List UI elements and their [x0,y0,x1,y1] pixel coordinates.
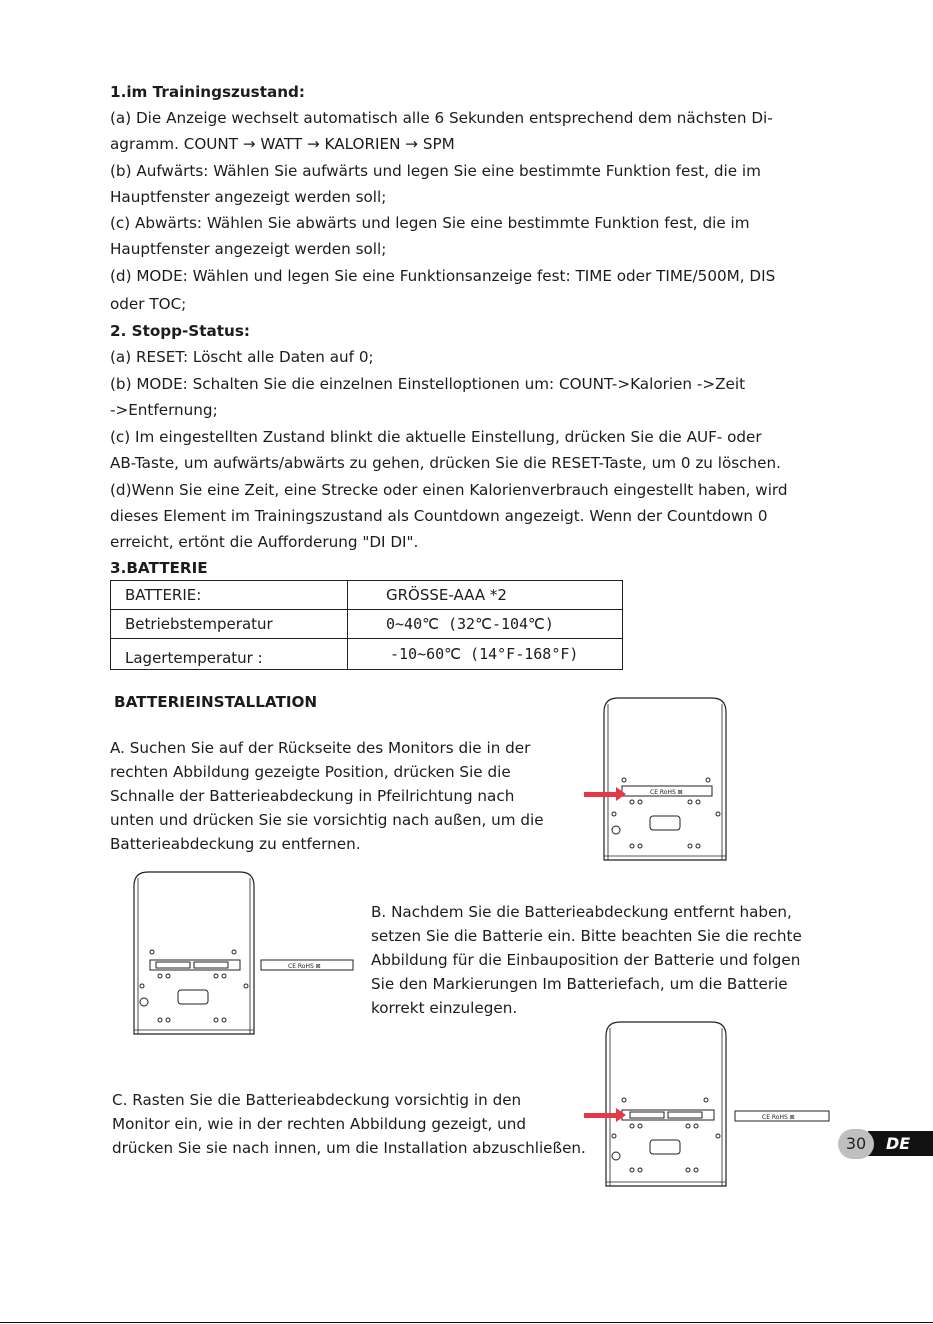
table-row [111,639,623,670]
paragraph-line: (b) MODE: Schalten Sie die einzelnen Einstelloptionen um: COUNT->Kalorien ->Zeit [110,375,746,393]
pointer-arrow-icon [584,1113,618,1118]
page-number: 30 [838,1129,874,1159]
paragraph-line: unten und drücken Sie sie vorsichtig nach außen, um die [110,811,544,829]
svg-text:CE RoHS ⊠: CE RoHS ⊠ [762,1114,795,1121]
section-heading-training: 1.im Trainingszustand: [110,83,305,101]
svg-text:CE RoHS ⊠: CE RoHS ⊠ [650,789,683,796]
paragraph-line: (d) MODE: Wählen und legen Sie eine Funktionsanzeige fest: TIME oder TIME/500M, DIS [110,267,776,285]
paragraph-line: (b) Aufwärts: Wählen Sie aufwärts und legen Sie eine bestimmte Funktion fest, die im [110,162,761,180]
bottom-rule [0,1322,933,1323]
battery-cover-icon [260,958,356,972]
battery-cover-icon [734,1109,832,1123]
paragraph-line: ->Entfernung; [110,401,218,419]
paragraph-line: Batterieabdeckung zu entfernen. [110,835,361,853]
paragraph-line: drücken Sie sie nach innen, um die Installation abzuschließen. [112,1139,586,1157]
paragraph-line: oder TOC; [110,295,187,313]
table-cell-value: -10~60℃ (14°F-168°F) [348,639,623,670]
monitor-back-figure-c [602,1020,730,1188]
battery-spec-table [110,580,623,670]
paragraph-line: C. Rasten Sie die Batterieabdeckung vorsichtig in den [112,1091,522,1109]
paragraph-line: Abbildung für die Einbauposition der Batterie und folgen [371,951,801,969]
paragraph-line: erreicht, ertönt die Aufforderung "DI DI". [110,533,419,551]
paragraph-line: B. Nachdem Sie die Batterieabdeckung entfernt haben, [371,903,792,921]
language-label: DE [868,1131,933,1156]
paragraph-line: (a) Die Anzeige wechselt automatisch alle 6 Sekunden entsprechend dem nächsten Di- [110,109,773,127]
table-row [111,610,623,639]
paragraph-line: A. Suchen Sie auf der Rückseite des Monitors die in der [110,739,531,757]
pointer-arrow-icon [584,792,618,797]
monitor-back-figure-b [130,870,258,1036]
paragraph-line: Monitor ein, wie in der rechten Abbildung gezeigt, und [112,1115,527,1133]
paragraph-line: (d)Wenn Sie eine Zeit, eine Strecke oder einen Kalorienverbrauch eingestellt haben, wird [110,481,788,499]
paragraph-line: dieses Element im Trainingszustand als Countdown angezeigt. Wenn der Countdown 0 [110,507,768,525]
table-cell-label: BATTERIE: [111,581,348,610]
table-cell-label: Lagertemperatur : [111,639,348,670]
paragraph-line: setzen Sie die Batterie ein. Bitte beachten Sie die rechte [371,927,802,945]
paragraph-line: agramm. COUNT → WATT → KALORIEN → SPM [110,135,455,153]
install-heading: BATTERIEINSTALLATION [114,693,318,711]
paragraph-line: Hauptfenster angezeigt werden soll; [110,188,387,206]
paragraph-line: rechten Abbildung gezeigte Position, drücken Sie die [110,763,511,781]
paragraph-line: Hauptfenster angezeigt werden soll; [110,240,387,258]
page-badge [838,1131,933,1156]
section-heading-stop: 2. Stopp-Status: [110,322,250,340]
svg-text:CE RoHS ⊠: CE RoHS ⊠ [288,963,321,970]
table-cell-label: Betriebstemperatur [111,610,348,639]
table-cell-value: GRÖSSE-AAA *2 [348,581,623,610]
paragraph-line: Schnalle der Batterieabdeckung in Pfeilrichtung nach [110,787,515,805]
paragraph-line: Sie den Markierungen Im Batteriefach, um die Batterie [371,975,788,993]
section-heading-battery: 3.BATTERIE [110,559,208,577]
monitor-back-figure-a [600,696,730,862]
paragraph-line: (c) Im eingestellten Zustand blinkt die aktuelle Einstellung, drücken Sie die AUF- oder [110,428,762,446]
paragraph-line: (a) RESET: Löscht alle Daten auf 0; [110,348,374,366]
paragraph-line: AB-Taste, um aufwärts/abwärts zu gehen, drücken Sie die RESET-Taste, um 0 zu löschen. [110,454,781,472]
paragraph-line: korrekt einzulegen. [371,999,518,1017]
table-cell-value: 0~40℃ (32℃-104℃) [348,610,623,639]
table-row [111,581,623,610]
paragraph-line: (c) Abwärts: Wählen Sie abwärts und legen Sie eine bestimmte Funktion fest, die im [110,214,750,232]
